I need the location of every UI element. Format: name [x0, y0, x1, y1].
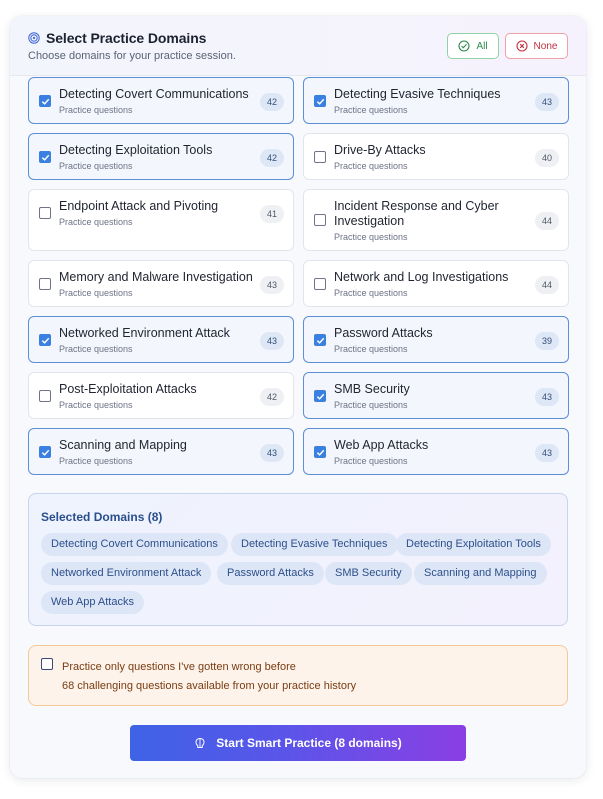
- domain-subtitle: Practice questions: [59, 400, 133, 410]
- domain-name: Networked Environment Attack: [59, 326, 230, 340]
- domain-item-web-app-attacks[interactable]: [303, 428, 569, 475]
- domain-item-smb-security[interactable]: [303, 372, 569, 419]
- domain-subtitle: Practice questions: [59, 105, 133, 115]
- domain-subtitle: Practice questions: [334, 105, 408, 115]
- domain-item-detecting-evasive-techniques[interactable]: [303, 77, 569, 124]
- domain-checkbox[interactable]: [39, 95, 51, 107]
- select-none-button[interactable]: [505, 33, 568, 59]
- domain-subtitle: Practice questions: [334, 456, 408, 466]
- domain-subtitle: Practice questions: [59, 456, 133, 466]
- domain-item-password-attacks[interactable]: [303, 316, 569, 363]
- practice-domains-card: [10, 16, 586, 778]
- domain-checkbox[interactable]: [314, 446, 326, 458]
- domain-name: Web App Attacks: [334, 438, 429, 452]
- check-icon: [316, 336, 325, 345]
- question-count-badge: 43: [535, 388, 559, 406]
- question-count-badge: 41: [260, 205, 284, 223]
- domain-subtitle: Practice questions: [334, 288, 408, 298]
- domain-item-networked-environment-attack[interactable]: [28, 316, 294, 363]
- domain-checkbox[interactable]: [39, 278, 51, 290]
- start-smart-practice-button[interactable]: [130, 725, 466, 761]
- domain-subtitle: Practice questions: [59, 217, 133, 227]
- wrong-questions-panel: [28, 645, 568, 706]
- check-icon: [41, 153, 50, 162]
- question-count-badge: 39: [535, 332, 559, 350]
- domain-item-incident-response-and-cyber-investigation[interactable]: [303, 189, 569, 251]
- question-count-badge: 44: [535, 276, 559, 294]
- domain-item-detecting-covert-communications[interactable]: [28, 77, 294, 124]
- question-count-badge: 42: [260, 93, 284, 111]
- page-title: Select Practice Domains: [46, 30, 207, 46]
- check-icon: [316, 392, 325, 401]
- domain-checkbox[interactable]: [314, 334, 326, 346]
- check-icon: [316, 448, 325, 457]
- domain-name: Detecting Covert Communications: [59, 87, 249, 101]
- question-count-badge: 42: [260, 149, 284, 167]
- domain-name: SMB Security: [334, 382, 410, 396]
- check-icon: [316, 97, 325, 106]
- domain-name: Endpoint Attack and Pivoting: [59, 199, 219, 213]
- brain-icon: [194, 737, 206, 749]
- domain-checkbox[interactable]: [314, 95, 326, 107]
- domain-subtitle: Practice questions: [334, 344, 408, 354]
- question-count-badge: 40: [535, 149, 559, 167]
- question-count-badge: 42: [260, 388, 284, 406]
- domain-checkbox[interactable]: [39, 151, 51, 163]
- selected-domain-chip: Detecting Exploitation Tools: [396, 533, 551, 556]
- domain-checkbox[interactable]: [39, 390, 51, 402]
- wrong-questions-subtext: 68 challenging questions available from your practice history: [62, 680, 357, 692]
- domain-checkbox[interactable]: [39, 334, 51, 346]
- selected-domain-chip: Web App Attacks: [41, 591, 144, 614]
- selected-domain-chip: SMB Security: [325, 562, 412, 585]
- domain-subtitle: Practice questions: [334, 161, 408, 171]
- question-count-badge: 43: [260, 276, 284, 294]
- selected-domain-chip: Password Attacks: [217, 562, 324, 585]
- check-icon: [41, 336, 50, 345]
- domain-checkbox[interactable]: [39, 446, 51, 458]
- domain-name: Memory and Malware Investigation: [59, 270, 253, 284]
- check-icon: [41, 97, 50, 106]
- check-icon: [41, 448, 50, 457]
- domain-checkbox[interactable]: [314, 214, 326, 226]
- domain-grid: [10, 77, 586, 481]
- domain-name: Post-Exploitation Attacks: [59, 382, 197, 396]
- selected-domains-panel: [28, 493, 568, 626]
- target-icon: [28, 32, 40, 44]
- selected-domain-chip: Scanning and Mapping: [414, 562, 547, 585]
- domain-subtitle: Practice questions: [334, 400, 408, 410]
- domain-item-scanning-and-mapping[interactable]: [28, 428, 294, 475]
- selected-domain-chip: Detecting Covert Communications: [41, 533, 228, 556]
- domain-item-post-exploitation-attacks[interactable]: [28, 372, 294, 419]
- question-count-badge: 43: [535, 444, 559, 462]
- domain-subtitle: Practice questions: [59, 344, 133, 354]
- domain-checkbox[interactable]: [39, 207, 51, 219]
- x-circle-icon: [516, 40, 528, 52]
- domain-name: Network and Log Investigations: [334, 270, 509, 284]
- question-count-badge: 43: [260, 332, 284, 350]
- wrong-questions-label[interactable]: Practice only questions I've gotten wrong before: [62, 661, 296, 673]
- domain-name: Drive-By Attacks: [334, 143, 426, 157]
- domain-name: Scanning and Mapping: [59, 438, 187, 452]
- domain-name: Detecting Evasive Techniques: [334, 87, 501, 101]
- start-button-label: Start Smart Practice (8 domains): [216, 736, 402, 750]
- selected-domain-chip: Networked Environment Attack: [41, 562, 211, 585]
- domain-name: Password Attacks: [334, 326, 433, 340]
- card-header: [10, 16, 586, 76]
- domain-checkbox[interactable]: [314, 278, 326, 290]
- domain-subtitle: Practice questions: [334, 232, 408, 242]
- wrong-questions-checkbox[interactable]: [41, 658, 53, 670]
- domain-item-detecting-exploitation-tools[interactable]: [28, 133, 294, 180]
- domain-item-memory-and-malware-investigation[interactable]: [28, 260, 294, 307]
- select-all-label: All: [476, 40, 488, 52]
- selected-domains-title: Selected Domains (8): [41, 510, 163, 524]
- domain-name: Detecting Exploitation Tools: [59, 143, 213, 157]
- domain-checkbox[interactable]: [314, 390, 326, 402]
- domain-name: Incident Response and Cyber Investigation: [334, 199, 499, 228]
- domain-checkbox[interactable]: [314, 151, 326, 163]
- page-subtitle: Choose domains for your practice session.: [28, 50, 236, 62]
- selected-domain-chip: Detecting Evasive Techniques: [231, 533, 398, 556]
- domain-subtitle: Practice questions: [59, 288, 133, 298]
- domain-item-endpoint-attack-and-pivoting[interactable]: [28, 189, 294, 251]
- domain-item-network-and-log-investigations[interactable]: [303, 260, 569, 307]
- select-none-label: None: [533, 40, 558, 52]
- domain-item-drive-by-attacks[interactable]: [303, 133, 569, 180]
- check-circle-icon: [458, 40, 470, 52]
- question-count-badge: 44: [535, 212, 559, 230]
- select-all-button[interactable]: [447, 33, 499, 59]
- domain-subtitle: Practice questions: [59, 161, 133, 171]
- question-count-badge: 43: [535, 93, 559, 111]
- question-count-badge: 43: [260, 444, 284, 462]
